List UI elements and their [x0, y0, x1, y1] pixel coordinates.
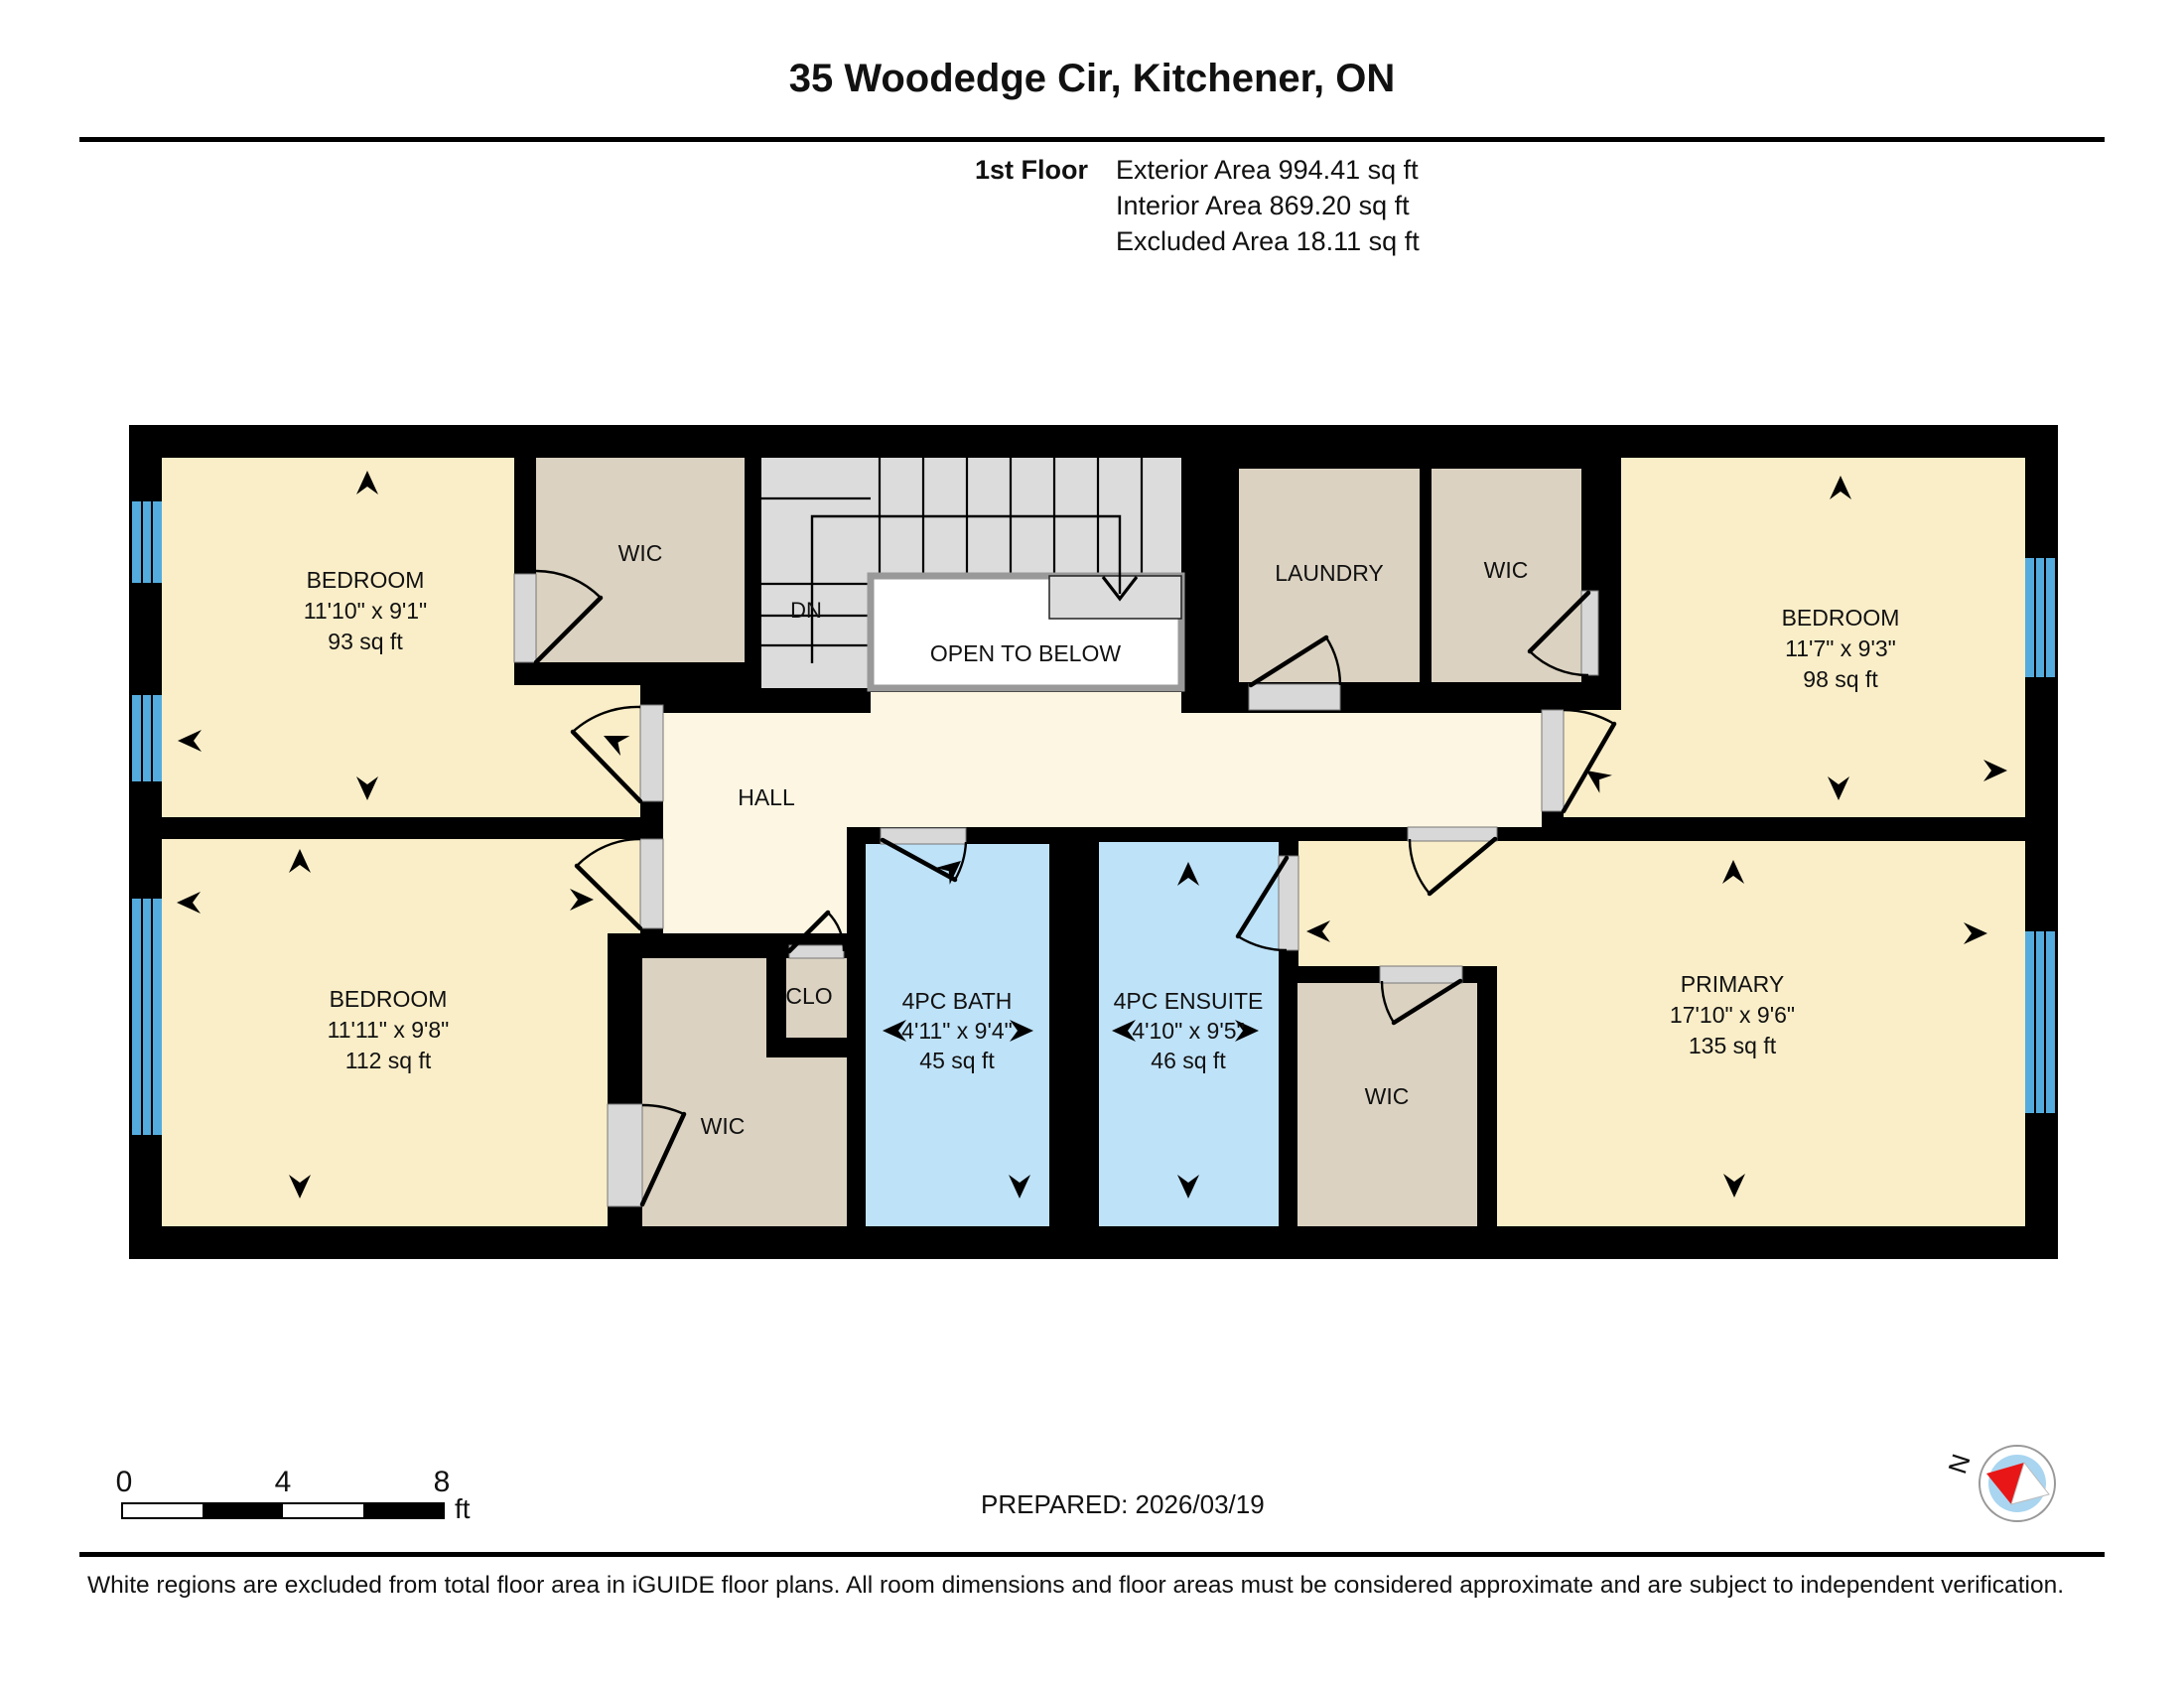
stair-landing [1049, 576, 1181, 619]
window [2025, 558, 2055, 677]
footer-divider [79, 1552, 2105, 1557]
door-jamb [608, 1104, 642, 1206]
door-jamb [514, 574, 536, 662]
door-jamb [640, 839, 663, 928]
room-label-area: 45 sq ft [919, 1048, 995, 1073]
window [132, 501, 162, 583]
wic-label: WIC [1483, 557, 1529, 583]
compass-north-label: N [1942, 1450, 1977, 1477]
room-label-name: BEDROOM [329, 986, 448, 1012]
stat-exterior-area: Exterior Area 994.41 sq ft [1116, 155, 1419, 185]
room-label-dims: 11'7" x 9'3" [1785, 635, 1896, 661]
door-jamb [1408, 827, 1497, 841]
scale-tick: 4 [274, 1466, 292, 1498]
scale-bar [116, 1466, 471, 1524]
window [2025, 931, 2055, 1113]
room-label-name: BEDROOM [1781, 605, 1900, 631]
footer-disclaimer: White regions are excluded from total floor area in iGUIDE floor plans. All room dimensions and floor areas must be considered approximate and are subject to independent verification. [87, 1572, 2064, 1599]
prepared-date: PREPARED: 2026/03/19 [981, 1489, 1265, 1519]
stat-excluded-area: Excluded Area 18.11 sq ft [1116, 226, 1420, 256]
room-label-dims: 11'11" x 9'8" [327, 1017, 450, 1043]
wic-label: WIC [700, 1113, 746, 1139]
floor-label: 1st Floor [974, 155, 1088, 185]
wic-label: WIC [1364, 1083, 1410, 1109]
room-label-area: 135 sq ft [1688, 1033, 1777, 1058]
room-label-dims: 4'10" x 9'5" [1132, 1018, 1245, 1044]
scale-tick: 0 [115, 1466, 133, 1498]
scale-unit: ft [455, 1493, 471, 1524]
hall-label: HALL [738, 784, 795, 810]
open-to-below-label: OPEN TO BELOW [929, 640, 1122, 666]
scale-tick: 8 [433, 1466, 451, 1498]
door-jamb [1542, 710, 1564, 811]
door-jamb [789, 945, 844, 958]
room-label-area: 112 sq ft [344, 1048, 432, 1073]
room-label-dims: 4'11" x 9'4" [901, 1018, 1013, 1044]
floorplan [129, 425, 2058, 1259]
room-label-area: 93 sq ft [328, 629, 403, 654]
room-label-name: 4PC BATH [901, 988, 1013, 1014]
door-jamb [1249, 684, 1340, 710]
laundry-label: LAUNDRY [1275, 560, 1384, 586]
room-label-dims: 17'10" x 9'6" [1669, 1002, 1796, 1028]
closet-label: CLO [785, 983, 833, 1009]
wic-label: WIC [617, 540, 663, 566]
room-label-name: BEDROOM [306, 567, 425, 593]
room-label-area: 98 sq ft [1803, 666, 1878, 692]
room-label-area: 46 sq ft [1151, 1048, 1226, 1073]
page-title: 35 Woodedge Cir, Kitchener, ON [788, 57, 1396, 100]
window [132, 899, 162, 1135]
room-label-name: PRIMARY [1680, 971, 1785, 997]
door-jamb [1581, 591, 1598, 675]
room-label-dims: 11'10" x 9'1" [303, 598, 428, 624]
header-divider [79, 137, 2105, 142]
door-jamb [881, 828, 966, 844]
door-jamb [1380, 966, 1462, 983]
stat-interior-area: Interior Area 869.20 sq ft [1116, 191, 1410, 220]
stairs-down-label: DN [790, 598, 822, 623]
door-jamb [640, 705, 663, 801]
room-label-name: 4PC ENSUITE [1113, 988, 1264, 1014]
window [132, 695, 162, 781]
compass-icon [1942, 1446, 2055, 1521]
